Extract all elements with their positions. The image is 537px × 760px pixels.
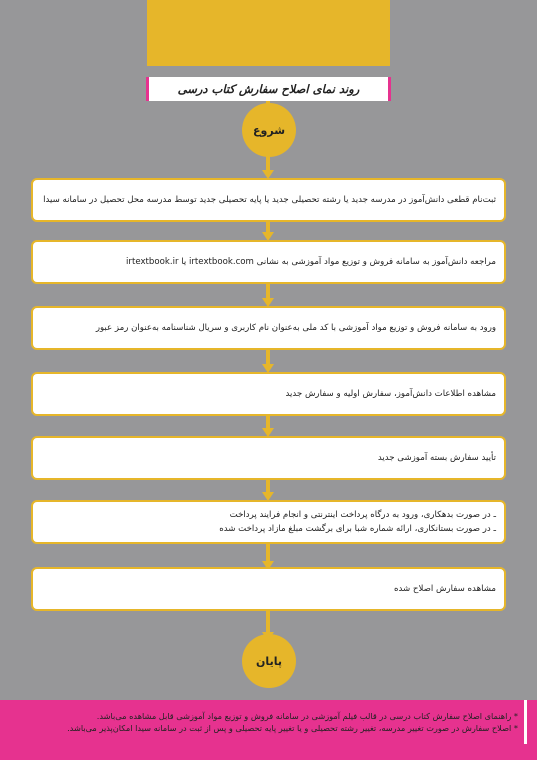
step-text: تأیید سفارش بسته آموزشی جدید	[377, 453, 496, 463]
step-text: ثبت‌نام قطعی دانش‌آموز در مدرسه جدید یا رشته تحصیلی جدید یا پایه تحصیلی جدید توسط مدرسه محل تحصیل در سامانه سیدا	[43, 195, 496, 205]
footer-note: * راهنمای اصلاح سفارش کتاب درسی در قالب فیلم آموزشی در سامانه فروش و توزیع مواد آموزشی قابل مشاهده می‌باشد.	[96, 711, 518, 721]
header-decoration	[147, 0, 390, 66]
flow-step-4	[31, 372, 506, 416]
step-text: مشاهده سفارش اصلاح شده	[393, 584, 496, 594]
page-title: روند نمای اصلاح سفارش کتاب درسی	[177, 82, 360, 96]
start-node	[242, 103, 296, 157]
flow-step-2	[31, 240, 506, 284]
end-node	[242, 634, 296, 688]
page-title-bar	[146, 77, 391, 101]
flow-step-7	[31, 567, 506, 611]
end-label: پایان	[256, 654, 282, 668]
step-text: ـ در صورت بستانکاری، ارائه شماره شبا برای برگشت مبلغ مازاد پرداخت شده	[219, 524, 496, 534]
flow-step-5	[31, 436, 506, 480]
footer-notes	[8, 700, 527, 744]
step-text: مراجعه دانش‌آموز به سامانه فروش و توزیع مواد آموزشی به نشانی irtextbook.com یا irtextbook.ir	[126, 257, 496, 267]
footer-note: * اصلاح سفارش در صورت تغییر مدرسه، تغییر رشته تحصیلی و یا تغییر پایه تحصیلی و پس از ثبت در سامانه سیدا امکان‌پذیر می‌باشد.	[67, 723, 518, 733]
step-text: ورود به سامانه فروش و توزیع مواد آموزشی با کد ملی به‌عنوان نام کاربری و سریال شناسنامه به‌عنوان رمز عبور	[95, 323, 496, 333]
flow-step-3	[31, 306, 506, 350]
flow-step-6	[31, 500, 506, 544]
step-text: ـ در صورت بدهکاری، ورود به درگاه پرداخت اینترنتی و انجام فرایند پرداخت	[229, 510, 496, 520]
flow-step-1	[31, 178, 506, 222]
step-text: مشاهده اطلاعات دانش‌آموز، سفارش اولیه و سفارش جدید	[285, 389, 496, 399]
start-label: شروع	[253, 123, 286, 137]
